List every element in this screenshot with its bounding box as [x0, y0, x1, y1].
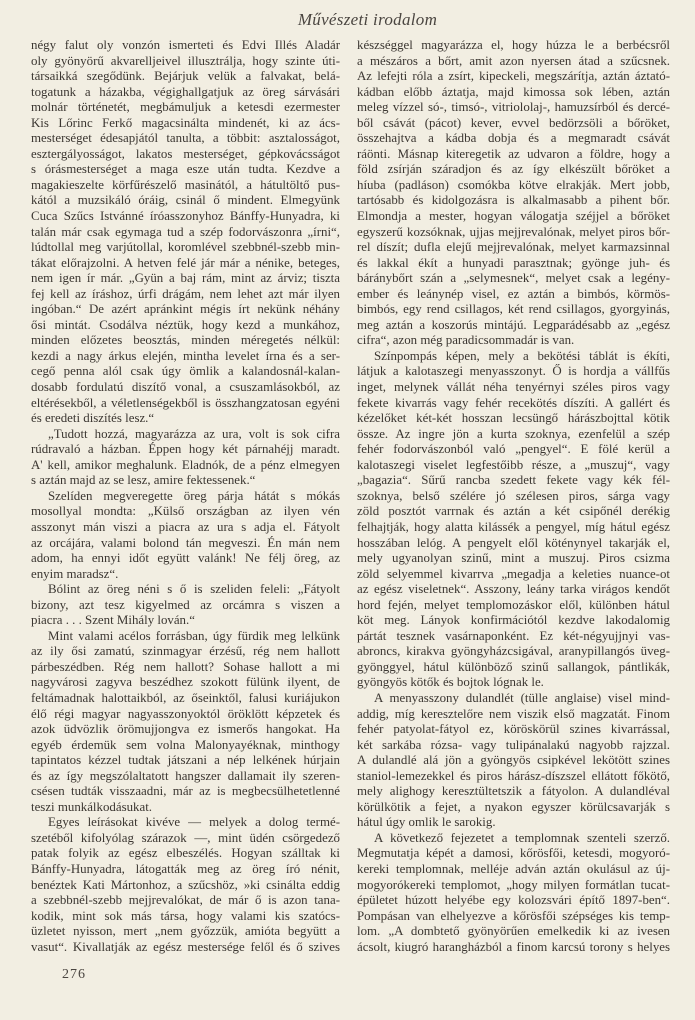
text-line: meg aztán a koszorús mintájú. Legparádésabb az „egész — [357, 317, 670, 332]
paragraph — [31, 582, 340, 629]
text-line: magakieszelte körfűrészelő masinától, a hátultöltő pus- — [31, 177, 340, 192]
text-line: zöld selyemmel kivarrva „megadja a keleties nuance-ot — [357, 566, 670, 581]
text-line: körülkötik a fejet, a nyakon egyszer körülcsavarják s — [357, 799, 670, 814]
paragraph — [31, 427, 340, 489]
paragraph — [31, 815, 340, 955]
text-line: eltérésekből, a véletlenségekből is összhangzatosan egyéni — [31, 395, 340, 410]
text-line: abroncs, kirakva gyöngyházcsigával, aranypillangós üveg- — [357, 644, 670, 659]
text-line: patak folyik az egész elbeszélés. Hogyan szálltak ki — [31, 846, 340, 861]
text-line: zöld posztót varrnak és aztán a két csipőnél derékig — [357, 504, 670, 519]
text-line: báránybőrt szán a „selymesnek“, melyet csak a legény- — [357, 271, 670, 286]
paragraph — [357, 349, 670, 691]
text-line: szetéből kifolyólag szárazok —, mint üdén csörgedező — [31, 830, 340, 845]
text-line: cifra“, azon még paradicsommadár is van. — [357, 333, 575, 348]
text-line: nagyvárosi zagyva beszédhez szokott fülünk ilyent, de — [31, 675, 340, 690]
text-line: fehér patyolat-fátyol ez, köröskörül szines kivarrással, — [357, 722, 670, 737]
text-line: az orcájára, valami bolond tán megveszi. Én mán nem — [31, 535, 340, 550]
text-line: hosszában lelóg. A pengyelt elől köténynyel takarják el, — [357, 535, 670, 550]
running-header — [0, 10, 695, 30]
text-line: két sarkába rózsa- vagy tulipánalakú nagyobb rajzzal. — [357, 737, 670, 752]
text-line: vasut“. Kivallatják az egész mestersége felől és ő szives — [31, 939, 340, 954]
text-line: föld zsírján száradjon és az így elkészült bőröket a — [357, 162, 670, 177]
text-line: Szelíden megveregette öreg párja hátát s mókás — [48, 488, 340, 503]
text-line: ráönti. Másnap kiteregetik az udvaron a földre, hogy a — [357, 146, 670, 161]
text-line: Elmondja a mester, hogyan válogatja széjjel a bőröket — [357, 209, 670, 224]
text-line: gyöngyös kötők és bojtok lógnak le. — [357, 675, 544, 690]
text-line: kádban előbb áztatja, majd kimossa sok lében, aztán — [357, 84, 670, 99]
text-line: négy falut oly vonzón ismerteti és Edvi Illés Aladár — [31, 38, 340, 52]
text-line: bimbós, egy rend csillagos, két rend csillagos, gyorgyinás, — [357, 302, 670, 317]
text-line: kodik, mint sok más társa, hogy valami kis szatócs- — [31, 908, 340, 923]
text-line: ember és leánynép visel, ez aztán a bimbós, körmös- — [357, 286, 670, 301]
text-line: mosollyal mondta: „Külső országban az ilyen vén — [31, 504, 340, 519]
text-line: csésen tudták visszaadni, már az is megbecsülhetetlenné — [31, 784, 340, 799]
text-line: A következő fejezetet a templomnak szenteli szerző. — [374, 830, 670, 845]
text-line: asszonyt mán viszi a piacra az ura s adja el. Fátyolt — [31, 519, 340, 534]
text-line: egyéb érdemük sem volna Malonyayéknak, minthogy — [31, 737, 340, 752]
text-line: Bólint az öreg néni s ő is szeliden feleli: „Fátyolt — [48, 582, 340, 597]
text-line: molnár történetét, megbámuljuk a ketesdi ezermester — [31, 100, 340, 115]
text-line: az ily ősi zamatú, szinmagyar érzésű, rég nem hallott — [31, 644, 340, 659]
text-line: rel díszít; dufla elejű mejjrevalónak, melyet karmazsinnal — [357, 240, 670, 255]
text-line: feltámadnak halottaikból, az őseinktől, falusi kuriájukon — [31, 690, 340, 705]
text-line: tákat előrajzolni. A hetven felé jár már a nénike, beteges, — [31, 255, 340, 270]
paragraph — [31, 38, 340, 427]
text-line: A menyasszony dulandlét (tülle anglaise) visel mind- — [374, 690, 670, 705]
text-line: hátul úgy omlik le sarokig. — [357, 815, 496, 830]
text-line: mely ugyanolyan szinű, mint a muszuj. Piros csizma — [357, 551, 670, 566]
text-line: lúdtollal meg varjútollal, koromlével szebbnél-szebb min- — [31, 240, 340, 255]
text-column-right — [357, 38, 670, 955]
text-line: mesterséget édesapjától tanulta, a többit: asztalosságot, — [31, 131, 340, 146]
text-line: A dulandlé alá jön a gyöngyös csipkével lekötött szines — [357, 753, 670, 768]
text-line: benéztek Kati Mártonhoz, a szűcshöz, »ki csinálta eddig — [31, 877, 340, 892]
text-line: párbeszédben. Rég nem hallott? Sohase hallott a mi — [31, 659, 340, 674]
text-line: köt meg. Lányok konfirmációtól kezdve lakodalomig — [357, 613, 670, 628]
text-line: A' kell, amikor meghalunk. Eladnók, de a pénz elmegyen — [31, 457, 340, 472]
text-line: Pompásan van elhelyezve a kőrösfői szépséges kis temp- — [357, 908, 670, 923]
text-line: össze. Az ingre jön a kurta szoknya, ezenfelül a szép — [357, 426, 670, 441]
text-line: Kis Lőrinc Ferkő magacsinálta mindenét, ki az ács- — [31, 115, 340, 130]
text-line: azok üdvözlik örömujjongva ez ismerős hangokat. Ha — [31, 722, 340, 737]
text-line: fehér fodorvászonból való „pengyel“. E fölé kerül a — [357, 442, 670, 457]
paragraph — [31, 629, 340, 816]
text-line: staniol-lemezekkel és piros hárász-díszszel ellátott főkötő, — [357, 768, 670, 783]
text-line: togatunk a házakba, végighallgatjuk az öreg sárvásári — [31, 84, 340, 99]
text-line: és az így megszólaltatott hangszer dallamait ily szeren- — [31, 768, 340, 783]
text-line: a mészáros a bőrt, amit azon nyersen átad a szűcsnek. — [357, 53, 670, 68]
text-line: ősi mintát. Csodálva néztük, hogy kezd a munkához, — [31, 317, 340, 332]
text-line: cegő penna alól csak úgy ömlik a kalandosnál-kalan- — [31, 364, 340, 379]
text-line: látjuk a kalotaszegi menyasszonyt. Ő is hordja a vállfűs — [357, 364, 670, 379]
text-line: készséggel magyarázza el, hogy húzza le a berbécsről — [357, 38, 670, 52]
paragraph — [357, 38, 670, 349]
text-line: fekete kivarrás vagy fehér recekötés díszíti. A gallért és — [357, 395, 670, 410]
text-line: társaikká szegődünk. Bejárjuk velük a falvakat, belá- — [31, 69, 340, 84]
paragraph — [357, 691, 670, 831]
text-line: piacra . . . Szent Mihály lován.“ — [31, 613, 195, 628]
text-line: élő régi magyar nagyasszonyoktól öröklött képzetek és — [31, 706, 340, 721]
text-line: kereki templomnak, melléje adván aztán okulásul az új- — [357, 861, 670, 876]
text-line: gyönggyel, hátul különböző szinű sallangok, pántlikák, — [357, 659, 670, 674]
text-line: pártát tesznek vasárnaponként. Ez két-négyujjnyi vas- — [357, 628, 670, 643]
text-line: adom, ha ennyi időt együtt valánk! Ne félj öreg, az — [31, 551, 340, 566]
text-line: esztergályosságot, lakatos mesterséget, gépkovácsságot — [31, 146, 340, 161]
text-line: Egyes leírásokat kivéve — melyek a dolog termé- — [48, 815, 340, 830]
text-line: üzletet nyisson, mert „nem győzzük, amióta begyütt a — [31, 924, 340, 939]
text-line: lom. „A dombtető gyönyörűen emelkedik ki az ivesen — [357, 924, 670, 939]
text-line: oly gyönyörű akvarelljeivel illusztrálja, hogy szinte úti- — [31, 53, 340, 68]
paragraph — [357, 831, 670, 955]
text-line: az egész viseletnek“. Asszony, leány tarka virágos kendőt — [357, 582, 670, 597]
text-line: inget, melynek vállát néha tenyérnyi széles piros vagy — [357, 380, 670, 395]
text-line: mogyorókereki templomot, „hogy milyen formátlan tucat- — [357, 877, 670, 892]
text-line: egyszerű kozsóknak, ujjas mejjrevalónak, melyet piros bőr- — [357, 224, 670, 239]
text-line: a szebbnél-szebb mejjrevalókat, de már ő is azon tana- — [31, 893, 340, 908]
text-line: épületet húzott helyébe egy kolozsvári építő 1897-ben“. — [357, 893, 670, 908]
text-line: Mint valami acélos forrásban, úgy fürdik meg lelkünk — [48, 628, 340, 643]
text-line: kától a muzsikáló óráig, csinál ő mindent. Elmegyünk — [31, 193, 340, 208]
text-line: „Tudott hozzá, magyarázza az ura, volt is sok cifra — [48, 426, 340, 441]
text-line: hord fején, melyet templomozáskor elől, különben hátul — [357, 597, 670, 612]
text-line: Megmutatja képét a damosi, kőrösfői, ketesdi, mogyoró- — [357, 846, 670, 861]
text-line: Színpompás képen, mely a bekötési táblát is ékíti, — [374, 348, 670, 363]
text-line: kezdi a nagy árkus elején, mintha levelet írna és a ser- — [31, 348, 340, 363]
text-line: mely alighogy keresztültetszik a fátyolon. A dulandléval — [357, 784, 670, 799]
text-line: Bánffy-Hunyadra, látogatták meg az öreg író nénit, — [31, 861, 340, 876]
text-line: s órásmesterséget a maga esze után tudta. Kezdve a — [31, 162, 340, 177]
running-header-title: Művészeti irodalom — [297, 10, 438, 29]
text-line: kalotaszegi viselet legfestőibb része, a „muszuj“, vagy — [357, 457, 670, 472]
text-line: rúdravaló a házban. Éppen hogy két párnahéjj maradt. — [31, 442, 340, 457]
text-line: dosabb fordulatú diszítő vonal, a csuszamlásokból, az — [31, 380, 340, 395]
text-line: tartósabb és kidolgozásra is alkalmasabb a pihent bőr. — [357, 193, 670, 208]
text-line: Az lefejti róla a zsírt, kipeckeli, megszárítja, aztán áztató- — [357, 69, 670, 84]
text-line: ácsolt, kiugró harangházból a finom karcsú torony s helyes — [357, 939, 670, 954]
text-column-left — [31, 38, 340, 955]
text-line: tapintatos kézzel tudtak játszani a nép lelkének húrjain — [31, 753, 340, 768]
text-line: ingóban.“ De azért apránkint mégis írt nekünk néhány — [31, 302, 340, 317]
paragraph — [31, 489, 340, 582]
text-line: „bagazia“. Sűrű rancba szedett fekete vagy kék fél- — [357, 473, 670, 488]
text-line: Cuca Szűcs Istvánné íróasszonyhoz Bánffy-Hunyadra, ki — [31, 209, 340, 224]
text-line: és eredeti diszítés lesz.“ — [31, 411, 155, 426]
text-line: híuba (padláson) csomókba kötve elrakják. Mert jobb, — [357, 177, 670, 192]
text-line: talán már csak egymaga tud a szép fodorvászonra „írni“, — [31, 224, 340, 239]
text-line: kézelőket két-két hosszan lecsüngő hárászbojttal kötik — [357, 411, 670, 426]
text-line: minden előzetes beosztás, minden méregetés nélkül: — [31, 333, 340, 348]
text-line: s aztán majd az se lesz, amire fektessenek.“ — [31, 473, 256, 488]
text-line: addig, míg keresztelőre nem viszik első magzatát. Finom — [357, 706, 670, 721]
text-line: ből csávát (pácot) kever, evvel bedörzsöli a bőröket, — [357, 115, 670, 130]
text-line: nem igen ír már. „Gyün a baj rám, mint az árviz; tiszta — [31, 271, 340, 286]
text-line: bizony, azt tesz kigyelmed az orcámra s viszen a — [31, 597, 340, 612]
text-line: felhajtják, hogy alatta kilássék a pengyel, míg hátul egész — [357, 519, 670, 534]
text-line: meleg vízzel só-, timsó-, vitriololaj-, hamuzsírból és dercé- — [357, 100, 670, 115]
text-line: összehajtva a kádba dobja és a megmaradt csávát — [357, 131, 670, 146]
page-number: 276 — [62, 967, 86, 982]
text-line: fej kell az íráshoz, úrfi drágám, nem lehet azt már ilyen — [31, 286, 340, 301]
text-line: enyim maradsz“. — [31, 566, 119, 581]
text-line: szoknya, belső szélére jó szélesen piros, sárga vagy — [357, 488, 670, 503]
text-line: teszi munkálkodásukat. — [31, 799, 153, 814]
text-line: és lakkal ékít a hunyadi parasztnak; gyönge juh- és — [357, 255, 670, 270]
